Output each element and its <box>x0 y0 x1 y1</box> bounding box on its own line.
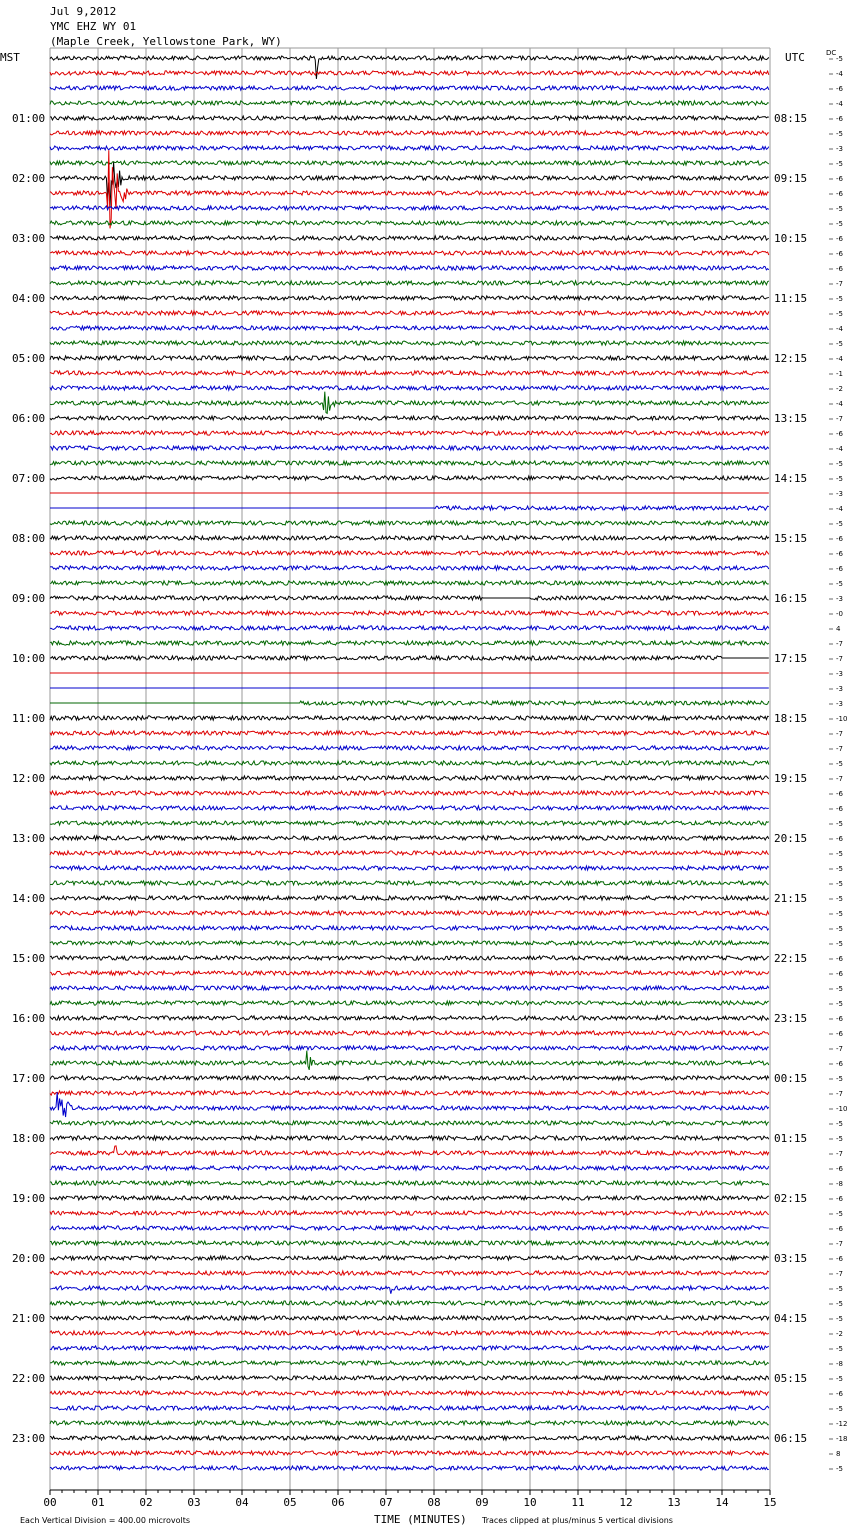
dc-header: DC <box>826 49 837 57</box>
dc-offset-label: -6 <box>836 235 843 243</box>
trace-row <box>50 1001 769 1005</box>
mst-hour-label: 15:00 <box>12 952 46 965</box>
dc-offset-label: -3 <box>836 685 843 693</box>
trace-row <box>50 1121 769 1125</box>
utc-hour-label: 22:15 <box>774 952 808 965</box>
trace-row <box>50 150 769 228</box>
scale-note: Each Vertical Division = 400.00 microvolts <box>20 1516 191 1525</box>
dc-offset-label: -6 <box>836 430 843 438</box>
trace-row <box>50 731 769 735</box>
trace-row <box>50 641 769 645</box>
utc-hour-label: 20:15 <box>774 832 808 845</box>
trace-row <box>50 1046 769 1050</box>
mst-hour-label: 21:00 <box>12 1312 46 1325</box>
trace-row <box>50 371 769 375</box>
dc-offset-label: -5 <box>836 1300 843 1308</box>
dc-offset-label: -4 <box>836 100 843 108</box>
dc-offset-label: 4 <box>836 625 841 633</box>
mst-hour-label: 23:00 <box>12 1432 46 1445</box>
trace-row <box>50 1076 769 1080</box>
dc-offset-label: -7 <box>836 730 843 738</box>
trace-row <box>50 206 769 210</box>
dc-offset-label: -5 <box>836 220 843 228</box>
mst-hour-label: 19:00 <box>12 1192 46 1205</box>
x-tick-label: 03 <box>187 1496 201 1509</box>
trace-row <box>50 101 769 105</box>
x-tick-label: 10 <box>523 1496 537 1509</box>
x-tick-label: 01 <box>91 1496 105 1509</box>
dc-offset-label: -0 <box>836 610 843 618</box>
dc-offset-label: -6 <box>836 1195 843 1203</box>
trace-row <box>50 1136 769 1140</box>
dc-offset-label: -5 <box>836 985 843 993</box>
trace-row <box>50 1346 769 1350</box>
trace-row <box>50 626 769 630</box>
utc-hour-label: 17:15 <box>774 652 808 665</box>
mst-hour-label: 11:00 <box>12 712 46 725</box>
x-tick-label: 14 <box>715 1496 729 1509</box>
seismic-traces <box>50 56 769 1470</box>
dc-offset-label: -7 <box>836 280 843 288</box>
trace-row <box>50 1211 769 1215</box>
utc-hour-label: 02:15 <box>774 1192 808 1205</box>
x-tick-label: 15 <box>763 1496 777 1509</box>
mst-hour-label: 07:00 <box>12 472 46 485</box>
utc-hour-label: 12:15 <box>774 352 808 365</box>
dc-offset-label: -3 <box>836 490 843 498</box>
utc-hour-label: 08:15 <box>774 112 808 125</box>
dc-offset-label: -4 <box>836 445 843 453</box>
dc-offset-label: -2 <box>836 1330 843 1338</box>
trace-row <box>50 986 769 990</box>
trace-row <box>50 236 769 240</box>
utc-hour-label: 15:15 <box>774 532 808 545</box>
trace-row <box>50 326 769 330</box>
trace-row <box>50 1271 769 1275</box>
x-tick-label: 09 <box>475 1496 489 1509</box>
x-tick-label: 02 <box>139 1496 153 1509</box>
trace-row <box>50 1196 769 1200</box>
dc-offset-label: -5 <box>836 1345 843 1353</box>
utc-hour-label: 21:15 <box>774 892 808 905</box>
mst-hour-label: 12:00 <box>12 772 46 785</box>
trace-row <box>50 266 769 270</box>
dc-offset-label: -6 <box>836 805 843 813</box>
trace-row <box>50 656 769 660</box>
dc-offset-label: -6 <box>836 265 843 273</box>
dc-offset-label: -5 <box>836 1405 843 1413</box>
utc-hour-label: 01:15 <box>774 1132 808 1145</box>
mst-hour-label: 03:00 <box>12 232 46 245</box>
utc-hour-label: 19:15 <box>774 772 808 785</box>
trace-row <box>50 1166 769 1170</box>
dc-offset-label: -6 <box>836 1060 843 1068</box>
trace-row <box>50 896 769 900</box>
dc-offset-label: -5 <box>836 1000 843 1008</box>
dc-offset-label: -5 <box>836 940 843 948</box>
dc-offset-labels <box>826 49 847 1473</box>
trace-row <box>50 941 769 945</box>
dc-offset-label: -6 <box>836 1030 843 1038</box>
trace-row <box>50 971 769 975</box>
trace-row <box>50 311 769 315</box>
trace-row <box>50 761 769 765</box>
dc-offset-label: -5 <box>836 1120 843 1128</box>
dc-offset-label: -6 <box>836 1255 843 1263</box>
utc-hour-label: 09:15 <box>774 172 808 185</box>
trace-row <box>50 1016 769 1020</box>
mst-hour-label: 01:00 <box>12 112 46 125</box>
dc-offset-label: -4 <box>836 505 843 513</box>
dc-offset-label: -5 <box>836 340 843 348</box>
dc-offset-label: -6 <box>836 1165 843 1173</box>
trace-row <box>50 281 769 285</box>
dc-offset-label: -6 <box>836 835 843 843</box>
dc-offset-label: -5 <box>836 205 843 213</box>
x-tick-label: 05 <box>283 1496 297 1509</box>
trace-row <box>50 251 769 255</box>
dc-offset-label: -10 <box>836 715 848 723</box>
dc-offset-label: -7 <box>836 1240 843 1248</box>
dc-offset-label: -6 <box>836 190 843 198</box>
trace-row <box>50 806 769 810</box>
dc-offset-label: -5 <box>836 475 843 483</box>
mst-hour-label: 08:00 <box>12 532 46 545</box>
trace-row <box>50 71 769 75</box>
trace-row <box>50 776 769 780</box>
trace-row <box>50 1301 769 1305</box>
dc-offset-label: -6 <box>836 565 843 573</box>
dc-offset-label: -7 <box>836 745 843 753</box>
trace-row <box>50 146 769 150</box>
mst-hour-label: 02:00 <box>12 172 46 185</box>
dc-offset-label: -6 <box>836 970 843 978</box>
clip-note: Traces clipped at plus/minus 5 vertical divisions <box>482 1516 673 1525</box>
trace-row <box>50 341 769 345</box>
dc-offset-label: -5 <box>836 460 843 468</box>
utc-hour-label: 23:15 <box>774 1012 808 1025</box>
utc-hour-label: 18:15 <box>774 712 808 725</box>
dc-offset-label: -3 <box>836 595 843 603</box>
dc-offset-label: -5 <box>836 1465 843 1473</box>
trace-row <box>50 1361 769 1365</box>
station-code: YMC EHZ WY 01 <box>50 20 137 33</box>
x-tick-label: 13 <box>667 1496 681 1509</box>
trace-row <box>50 161 769 165</box>
dc-offset-label: -5 <box>836 865 843 873</box>
dc-offset-label: -4 <box>836 70 843 78</box>
trace-row <box>50 1241 769 1245</box>
dc-offset-label: -5 <box>836 910 843 918</box>
dc-offset-label: 8 <box>836 1450 841 1458</box>
trace-row <box>50 1256 769 1260</box>
utc-hour-label: 11:15 <box>774 292 808 305</box>
trace-row <box>50 1031 769 1035</box>
mst-hour-label: 20:00 <box>12 1252 46 1265</box>
dc-offset-label: -6 <box>836 790 843 798</box>
mst-hour-label: 05:00 <box>12 352 46 365</box>
trace-row <box>50 1466 769 1470</box>
mst-axis-label: MST <box>0 51 20 64</box>
dc-offset-label: -4 <box>836 325 843 333</box>
trace-row <box>50 1376 769 1380</box>
dc-offset-label: -6 <box>836 175 843 183</box>
trace-row <box>50 1406 769 1410</box>
mst-hour-label: 10:00 <box>12 652 46 665</box>
trace-row <box>50 596 769 600</box>
dc-offset-label: -8 <box>836 1180 843 1188</box>
dc-offset-label: -5 <box>836 850 843 858</box>
mst-hour-labels <box>0 51 45 1445</box>
dc-offset-label: -5 <box>836 820 843 828</box>
mst-hour-label: 06:00 <box>12 412 46 425</box>
trace-row <box>50 1421 769 1425</box>
trace-row <box>50 221 769 225</box>
trace-row <box>50 521 769 525</box>
dc-offset-label: -5 <box>836 580 843 588</box>
trace-row <box>50 1181 769 1185</box>
dc-offset-label: -12 <box>836 1420 848 1428</box>
dc-offset-label: -5 <box>836 895 843 903</box>
dc-offset-label: -6 <box>836 1225 843 1233</box>
trace-row <box>50 506 769 510</box>
dc-offset-label: -5 <box>836 880 843 888</box>
x-tick-label: 08 <box>427 1496 441 1509</box>
x-tick-label: 00 <box>43 1496 57 1509</box>
mst-hour-label: 16:00 <box>12 1012 46 1025</box>
trace-row <box>50 1391 769 1395</box>
trace-row <box>50 116 769 120</box>
utc-hour-labels <box>774 51 807 1445</box>
dc-offset-label: -3 <box>836 145 843 153</box>
trace-row <box>50 566 769 570</box>
trace-row <box>50 581 769 585</box>
dc-offset-label: -3 <box>836 670 843 678</box>
dc-offset-label: -7 <box>836 1090 843 1098</box>
dc-offset-label: -6 <box>836 1015 843 1023</box>
trace-row <box>50 1092 769 1117</box>
dc-offset-label: -5 <box>836 310 843 318</box>
dc-offset-label: -5 <box>836 130 843 138</box>
trace-row <box>50 86 769 90</box>
mst-hour-label: 18:00 <box>12 1132 46 1145</box>
trace-row <box>50 1331 769 1335</box>
utc-hour-label: 03:15 <box>774 1252 808 1265</box>
trace-row <box>50 1226 769 1230</box>
trace-row <box>50 431 769 435</box>
utc-hour-label: 04:15 <box>774 1312 808 1325</box>
time-axis <box>43 1490 776 1509</box>
utc-hour-label: 10:15 <box>774 232 808 245</box>
x-tick-label: 12 <box>619 1496 633 1509</box>
trace-row <box>50 821 769 825</box>
trace-row <box>50 1436 769 1440</box>
utc-hour-label: 16:15 <box>774 592 808 605</box>
mst-hour-label: 22:00 <box>12 1372 46 1385</box>
trace-row <box>50 926 769 930</box>
x-tick-label: 11 <box>571 1496 585 1509</box>
trace-row <box>50 536 769 540</box>
trace-row <box>50 911 769 915</box>
trace-row <box>50 956 769 960</box>
trace-row <box>50 416 769 420</box>
trace-row <box>50 476 769 480</box>
x-tick-label: 07 <box>379 1496 393 1509</box>
mst-hour-label: 14:00 <box>12 892 46 905</box>
dc-offset-label: -8 <box>836 1360 843 1368</box>
utc-hour-label: 14:15 <box>774 472 808 485</box>
mst-hour-label: 04:00 <box>12 292 46 305</box>
dc-offset-label: -5 <box>836 1135 843 1143</box>
dc-offset-label: -18 <box>836 1435 848 1443</box>
dc-offset-label: -5 <box>836 295 843 303</box>
dc-offset-label: -6 <box>836 250 843 258</box>
trace-row <box>50 446 769 450</box>
trace-row <box>50 356 769 360</box>
dc-offset-label: -10 <box>836 1105 848 1113</box>
mst-hour-label: 09:00 <box>12 592 46 605</box>
dc-offset-label: -7 <box>836 655 843 663</box>
dc-offset-label: -5 <box>836 1315 843 1323</box>
plot-date: Jul 9,2012 <box>50 5 117 18</box>
x-tick-label: 06 <box>331 1496 345 1509</box>
trace-row <box>50 851 769 855</box>
dc-offset-label: -5 <box>836 160 843 168</box>
dc-offset-label: -6 <box>836 535 843 543</box>
dc-offset-label: -7 <box>836 640 843 648</box>
utc-hour-label: 13:15 <box>774 412 808 425</box>
dc-offset-label: -6 <box>836 1390 843 1398</box>
dc-offset-label: -6 <box>836 550 843 558</box>
mst-hour-label: 13:00 <box>12 832 46 845</box>
dc-offset-label: -5 <box>836 1210 843 1218</box>
dc-offset-label: -5 <box>836 1285 843 1293</box>
trace-row <box>50 551 769 555</box>
trace-row <box>50 1316 769 1320</box>
utc-hour-label: 06:15 <box>774 1432 808 1445</box>
trace-row <box>50 1146 769 1155</box>
trace-row <box>50 836 769 840</box>
dc-offset-label: -7 <box>836 1270 843 1278</box>
trace-row <box>50 746 769 750</box>
dc-offset-label: -7 <box>836 1045 843 1053</box>
dc-offset-label: -5 <box>836 520 843 528</box>
x-tick-label: 04 <box>235 1496 249 1509</box>
trace-row <box>50 701 769 705</box>
dc-offset-label: -5 <box>836 760 843 768</box>
dc-offset-label: -5 <box>836 1375 843 1383</box>
trace-row <box>50 791 769 795</box>
trace-row <box>50 162 769 207</box>
utc-hour-label: 05:15 <box>774 1372 808 1385</box>
trace-row <box>50 1091 769 1095</box>
trace-row <box>50 392 769 414</box>
trace-row <box>50 131 769 135</box>
dc-offset-label: -7 <box>836 1150 843 1158</box>
dc-offset-label: -5 <box>836 925 843 933</box>
dc-offset-label: -6 <box>836 955 843 963</box>
dc-offset-label: -4 <box>836 400 843 408</box>
dc-offset-label: -4 <box>836 355 843 363</box>
station-location: (Maple Creek, Yellowstone Park, WY) <box>50 35 282 48</box>
trace-row <box>50 611 769 615</box>
trace-row <box>50 1451 769 1455</box>
trace-row <box>50 1286 769 1294</box>
dc-offset-label: -5 <box>836 1075 843 1083</box>
dc-offset-label: -5 <box>836 55 843 63</box>
mst-hour-label: 17:00 <box>12 1072 46 1085</box>
trace-row <box>50 866 769 870</box>
dc-offset-label: -1 <box>836 370 843 378</box>
dc-offset-label: -3 <box>836 700 843 708</box>
dc-offset-label: -7 <box>836 415 843 423</box>
utc-axis-label: UTC <box>785 51 805 64</box>
trace-row <box>50 881 769 885</box>
trace-row <box>50 56 769 79</box>
dc-offset-label: -6 <box>836 85 843 93</box>
trace-row <box>50 296 769 300</box>
dc-offset-label: -2 <box>836 385 843 393</box>
x-axis-title: TIME (MINUTES) <box>374 1513 467 1526</box>
utc-hour-label: 00:15 <box>774 1072 808 1085</box>
trace-row <box>50 386 769 390</box>
trace-row <box>50 716 769 720</box>
dc-offset-label: -6 <box>836 115 843 123</box>
trace-row <box>50 461 769 465</box>
minute-gridlines <box>50 48 770 1490</box>
dc-offset-label: -7 <box>836 775 843 783</box>
trace-row <box>50 1051 769 1070</box>
